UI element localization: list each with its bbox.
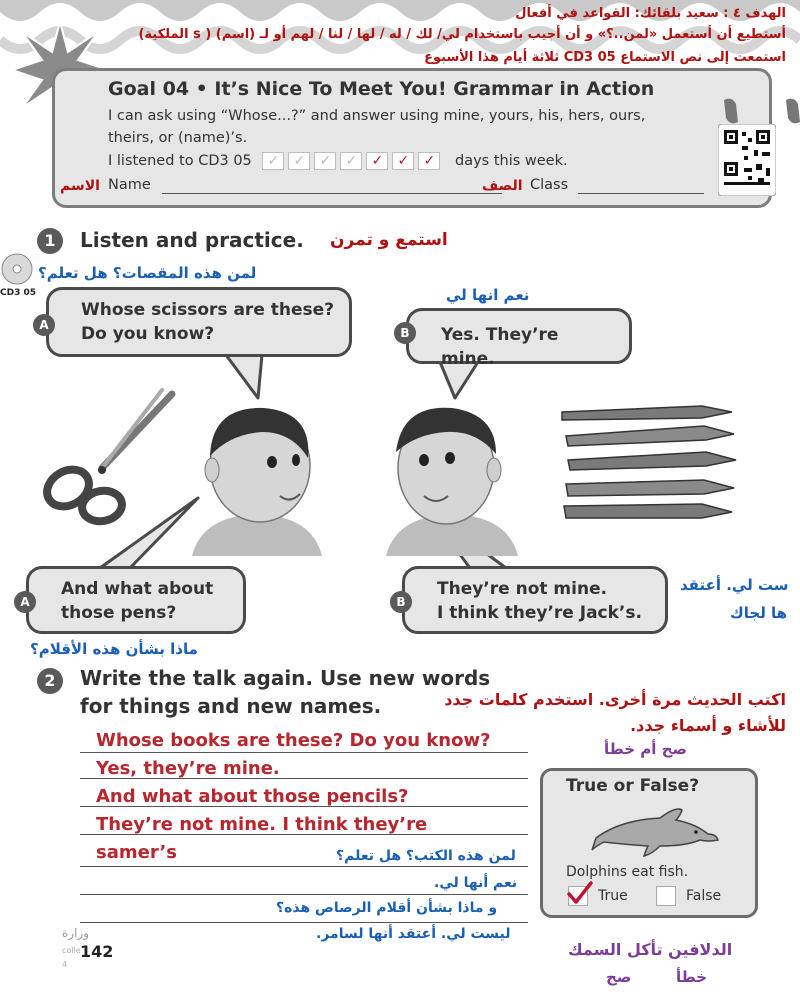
true-label: True [598, 888, 628, 904]
true-false-heading-ar: صح أم خطأ [604, 740, 687, 758]
boy-a-illustration [182, 396, 332, 556]
day-checkbox-5[interactable]: ✓ [366, 152, 388, 170]
writing-line-1[interactable] [80, 752, 528, 753]
listened-prefix: I listened to CD3 05 [108, 153, 252, 169]
page-number: 142 [80, 942, 114, 961]
class-label-ar: الصف [482, 178, 523, 194]
true-ar: صح [606, 968, 632, 986]
section2-title-line2: for things and new names. [80, 694, 382, 718]
bubble2-line1: Yes. They’re mine. [441, 325, 559, 369]
true-false-title: True or False? [566, 776, 700, 796]
arabic-goal-line2: استمعت إلى نص الاستماع CD3 05 ثلاثة أيام هذا الأسبوع [424, 50, 786, 65]
speaker-a2-badge: A [14, 591, 36, 613]
speech-bubble-b2 [402, 566, 668, 634]
boy-b-illustration [372, 396, 532, 556]
section2-title-ar1: اكتب الحديث مرة أخرى. استخدم كلمات جدد [444, 690, 786, 709]
bubble4-translation-1: ست لي. أعتقد [680, 576, 789, 594]
bubble2-translation: نعم انها لي [446, 286, 530, 304]
writing-line-5[interactable] [80, 866, 528, 867]
bubble4-line1: They’re not mine. [437, 579, 608, 599]
bubble1-translation: لمن هذه المقصات؟ هل تعلم؟ [38, 264, 257, 282]
bubble3-line1: And what about [61, 579, 214, 599]
day-checkbox-2[interactable]: ✓ [288, 152, 310, 170]
answer-line-4: They’re not mine. I think they’re [96, 814, 428, 835]
goal-line1: I can ask using “Whose...?” and answer using mine, yours, his, hers, ours, [108, 108, 646, 124]
answer-line-3: And what about those pencils? [96, 786, 409, 807]
speech-bubble-a2 [26, 566, 246, 634]
writing-line-7[interactable] [80, 922, 528, 923]
dolphin-icon [590, 800, 720, 860]
section2-number: 2 [37, 668, 63, 694]
scissors-image [22, 388, 182, 528]
section1-number: 1 [37, 228, 63, 254]
writing-line-6[interactable] [80, 894, 528, 895]
checkmark-icon [566, 880, 594, 906]
name-label-ar: الاسم [60, 178, 100, 194]
true-false-statement-ar: الدلافين تأكل السمك [568, 940, 733, 959]
answer-ar-1: لمن هذه الكتب؟ هل تعلم؟ [336, 848, 516, 864]
day-checkbox-1[interactable]: ✓ [262, 152, 284, 170]
pens-image [552, 400, 742, 530]
arabic-goal-heading: الهدف ٤ : سعيد بلقائك: القواعد في أفعال [515, 6, 786, 21]
answer-ar-3: و ماذا بشأن أقلام الرصاص هذه؟ [276, 900, 498, 916]
true-false-statement: Dolphins eat fish. [566, 864, 689, 880]
bubble1-line1: Whose scissors are these? [81, 300, 335, 320]
false-checkbox[interactable] [656, 886, 676, 906]
bubble4-line2: I think they’re Jack’s. [437, 603, 642, 623]
bubble4-translation-2: ها لجاك [730, 604, 788, 622]
answer-line-2: Yes, they’re mine. [96, 758, 280, 779]
false-ar: خطأ [676, 968, 708, 986]
listened-suffix: days this week. [455, 153, 568, 169]
day-checkbox-4[interactable]: ✓ [340, 152, 362, 170]
speaker-b1-badge: B [394, 322, 416, 344]
section1-title-ar: استمع و تمرن [330, 230, 448, 250]
false-label: False [686, 888, 722, 904]
ministry-logo-text: وزارة [62, 926, 90, 940]
speaker-b2-badge: B [390, 591, 412, 613]
speech-bubble-b1 [406, 308, 632, 369]
section2-title-line1: Write the talk again. Use new words [80, 666, 491, 690]
day-checkbox-3[interactable]: ✓ [314, 152, 336, 170]
footer-small-text: colle [62, 946, 81, 955]
section2-title-ar2: للأشاء و أسماء جدد. [630, 716, 786, 735]
goal-title: Goal 04 • It’s Nice To Meet You! Grammar in Action [108, 78, 655, 100]
section1-title: Listen and practice. [80, 228, 304, 252]
answer-ar-4: ليست لي. أعتقد أنها لسامر. [316, 926, 511, 942]
bubble3-line2: those pens? [61, 603, 177, 623]
goal-line2: theirs, or (name)’s. [108, 130, 248, 146]
speech-bubble-a1 [46, 287, 352, 357]
answer-line-1: Whose books are these? Do you know? [96, 730, 491, 751]
cd-label: CD3 05 [0, 288, 36, 298]
name-label: Name [108, 177, 151, 193]
answer-ar-2: نعم أنها لي. [434, 875, 518, 891]
answer-line-5: samer’s [96, 842, 178, 863]
day-checkbox-6[interactable]: ✓ [392, 152, 414, 170]
footer-small-text-2: 4 [62, 960, 68, 969]
class-label: Class [530, 177, 569, 193]
speaker-a1-badge: A [33, 314, 55, 336]
bubble1-line2: Do you know? [81, 324, 215, 344]
bubble3-translation: ماذا بشأن هذه الأقلام؟ [30, 640, 198, 658]
arabic-goal-line1: أستطيع أن أستعمل «لمن..؟» و أن أجيب باستخدام لي/ لك / له / لها / لنا / لهم أو لـ (اسم) ( s الملكية) [138, 27, 786, 42]
day-checkbox-7[interactable]: ✓ [418, 152, 440, 170]
